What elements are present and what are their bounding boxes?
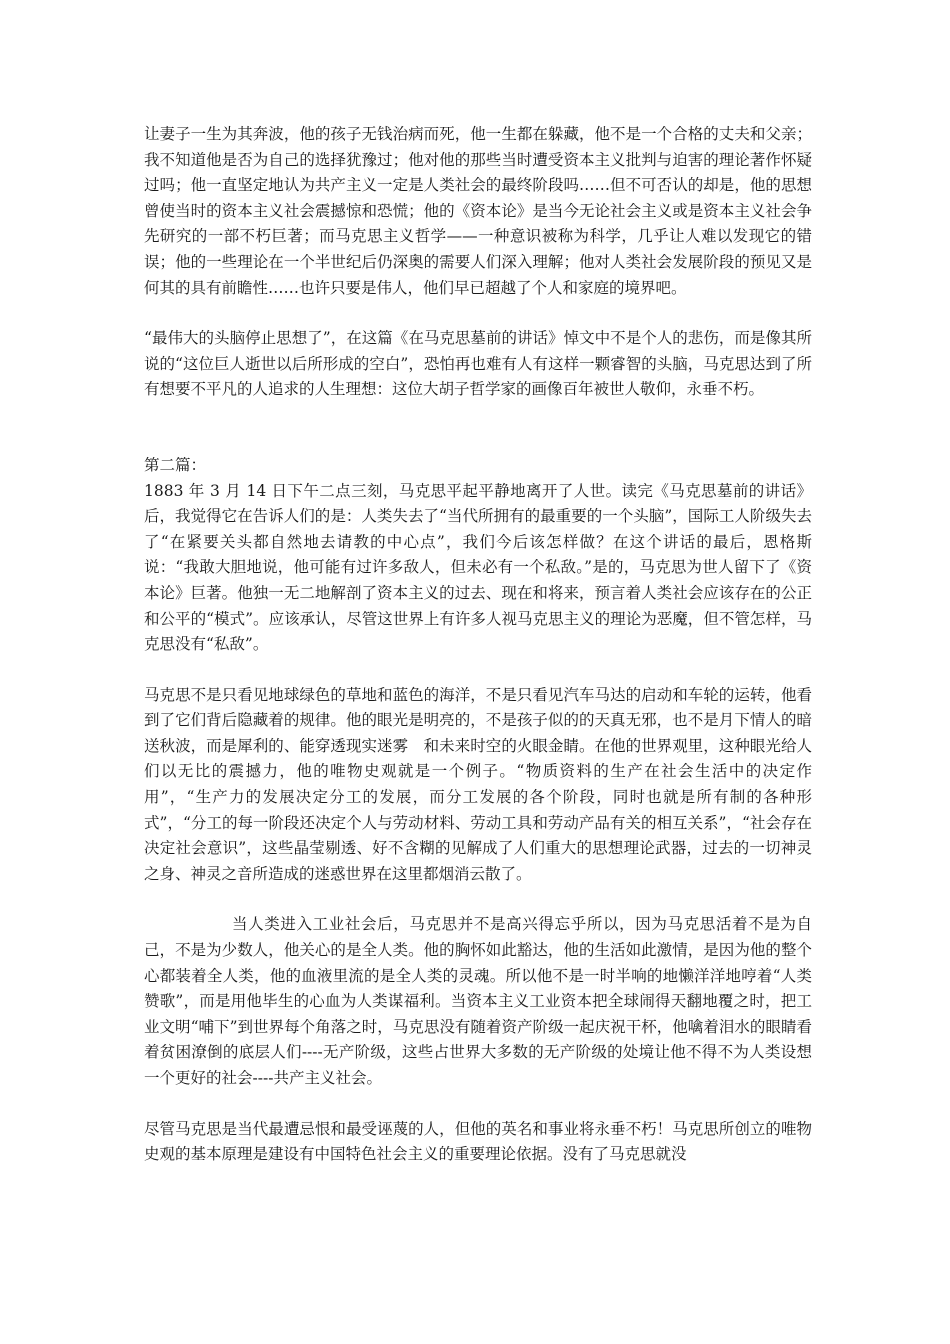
section-heading: 第二篇： <box>144 455 207 474</box>
paragraph-2: “最伟大的头脑停止思想了”，在这篇《在马克思墓前的讲话》悼文中不是个人的悲伤，而是像其所说的“这位巨人逝世以后所形成的空白”，恐怕再也难有人有这样一颗睿智的头脑，马克思达到了所有想要不平凡的人追求的人生理想：这位大胡子哲学家的画像百年被世人敬仰，永垂不朽。 <box>144 329 812 399</box>
paragraph-4: 马克思不是只看见地球绿色的草地和蓝色的海洋，不是只看见汽车马达的启动和车轮的运转，他看到了它们背后隐藏着的规律。他的眼光是明亮的，不是孩子似的的天真无邪，也不是月下情人的暗送秋波，而是犀利的、能穿透现实迷雾 和未来时空的火眼金睛。在他的世界观里，这种眼光给人们以无比的震撼力，他的唯物史观就是一个例子。“物质资料的生产在社会生活中的决定作用”，“生产力的发展决定分工的发展，而分工发展的各个阶段，同时也就是所有制的各种形式”，“分工的每一阶段还决定个人与劳动材料、劳动工具和劳动产品有关的相互关系”，“社会存在决定社会意识”，这些晶莹剔透、好不含糊的见解成了人们重大的思想理论武器，过去的一切神灵之身、神灵之音所造成的迷惑世界在这里都烟消云散了。 <box>144 685 812 883</box>
paragraph-1: 让妻子一生为其奔波，他的孩子无钱治病而死，他一生都在躲藏，他不是一个合格的丈夫和父亲；我不知道他是否为自己的选择犹豫过；他对他的那些当时遭受资本主义批判与迫害的理论著作怀疑过吗；他一直坚定地认为共产主义一定是人类社会的最终阶段吗……但不可否认的却是，他的思想曾使当时的资本主义社会震撼惊和恐慌；他的《资本论》是当今无论社会主义或是资本主义社会争先研究的一部不朽巨著；而马克思主义哲学——一种意识被称为科学，几乎让人难以发现它的错误；他的一些理论在一个半世纪后仍深奥的需要人们深入理解；他对人类社会发展阶段的预见又是何其的具有前瞻性……也许只要是伟人，他们早已超越了个人和家庭的境界吧。 <box>144 125 812 297</box>
paragraph-spacer <box>144 887 812 912</box>
paragraph-3: 1883 年 3 月 14 日下午二点三刻，马克思平起平静地离开了人世。读完《马克思墓前的讲话》后，我觉得它在告诉人们的是：人类失去了“当代所拥有的最重要的一个头脑”，国际工人阶级失去了“在紧要关头都自然地去请教的中心点”，我们今后该怎样做？在这个讲话的最后，恩格斯说：“我敢大胆地说，他可能有过许多敌人，但未必有一个私敌。”是的，马克思为世人留下了《资本论》巨著。他独一无二地解剖了资本主义的过去、现在和将来，预言着人类社会应该存在的公正和公平的“模式”。应该承认，尽管这世界上有许多人视马克思主义的理论为恶魔，但不管怎样，马克思没有“私敌”。 <box>144 481 812 654</box>
paragraph-5: 当人类进入工业社会后，马克思并不是高兴得忘乎所以，因为马克思活着不是为自己，不是为少数人，他关心的是全人类。他的胸怀如此豁达，他的生活如此激情，是因为他的整个心都装着全人类，他的血液里流的是全人类的灵魂。所以他不是一时半响的地懒洋洋地哼着“人类赞歌”，而是用他毕生的心血为人类谋福利。当资本主义工业资本把全球闹得天翻地覆之时，把工业文明“哺下”到世界每个角落之时，马克思没有随着资产阶级一起庆祝干杯，他噙着泪水的眼睛看着贫困潦倒的底层人们----无产阶级，这些占世界大多数的无产阶级的处境让他不得不为人类设想一个更好的社会----共产主义社会。 <box>144 915 812 1087</box>
paragraph-spacer <box>144 1092 812 1117</box>
section-spacer <box>144 403 812 453</box>
document-body <box>144 122 812 1168</box>
paragraph-spacer <box>144 658 812 683</box>
paragraph-6: 尽管马克思是当代最遭忌恨和最受诬蔑的人，但他的英名和事业将永垂不朽！马克思所创立的唯物史观的基本原理是建设有中国特色社会主义的重要理论依据。没有了马克思就没 <box>144 1119 812 1164</box>
paragraph-spacer <box>144 301 812 326</box>
